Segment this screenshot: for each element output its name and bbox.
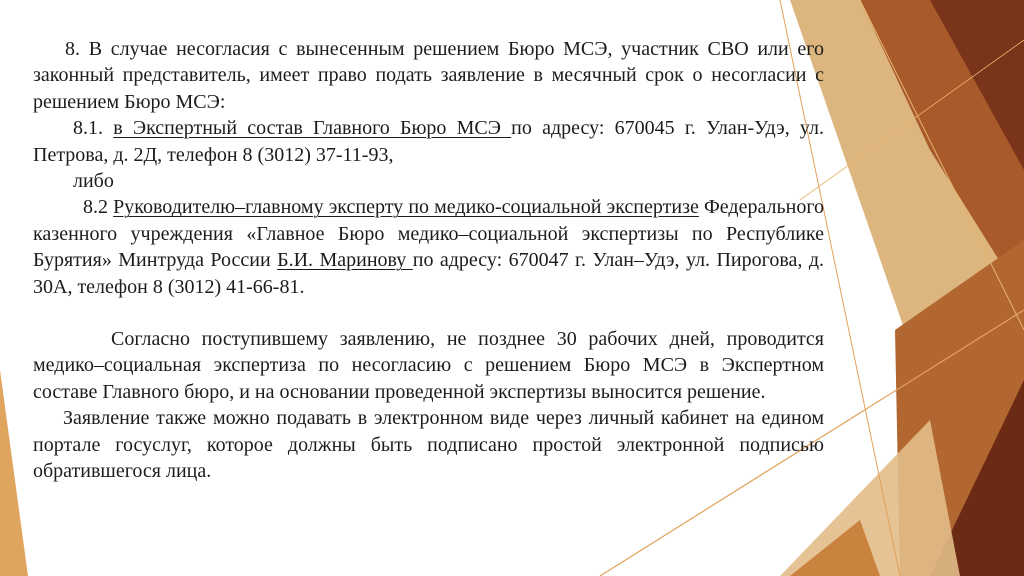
paragraph-8-2-institution: Федерального казенного учреждения «Главное Бюро медико–социальной экспертизы по Республике Бурятия» Минтруда России (33, 196, 825, 272)
paragraph-8-2 (33, 194, 824, 300)
recipient-name-underlined: Б.И. Маринову (277, 249, 413, 272)
or-text-label: либо (73, 170, 114, 193)
paragraph-8 (33, 36, 824, 115)
or-text (33, 168, 824, 194)
chief-expert-underlined-text: Руководителю–главному эксперту по медико-социальной экспертизе (113, 196, 699, 219)
paragraph-review-procedure-text: Согласно поступившему заявлению, не позднее 30 рабочих дней, проводится медико–социальная экспертиза по несогласию с решением Бюро МСЭ в Экспертном составе Главного бюро, и на основании проведенной экспертизы выносится решение. (33, 328, 824, 403)
paragraph-8-text: 8. В случае несогласия с вынесенным решением Бюро МСЭ, участник СВО или его законный представитель, имеет право подать заявление в месячный срок о несогласии с решением Бюро МСЭ: (33, 38, 824, 113)
paragraph-review-procedure (33, 326, 824, 405)
paragraph-8-2-number: 8.2 (83, 196, 114, 219)
paragraph-electronic-submission-text: Заявление также можно подавать в электронном виде через личный кабинет на едином портале госуслуг, которое должны быть подписано простой электронной подписью обратившегося лица. (33, 407, 824, 483)
paragraph-electronic-submission (33, 405, 824, 484)
expert-composition-link-text: в Экспертный состав Главного Бюро МСЭ (113, 117, 512, 140)
left-accent-shape (0, 370, 28, 576)
paragraph-8-1 (33, 115, 824, 168)
paragraph-8-1-number: 8.1. (73, 117, 114, 140)
paragraph-spacer (33, 300, 824, 326)
content-text-block (33, 36, 824, 485)
paragraph-8-1-address: по адресу: 670045 г. Улан-Удэ, ул. Петрова, д. 2Д, телефон 8 (3012) 37-11-93, (33, 117, 825, 166)
paragraph-8-2-address: по адресу: 670047 г. Улан–Удэ, ул. Пирогова, д. 30А, телефон 8 (3012) 41-66-81. (33, 249, 824, 298)
